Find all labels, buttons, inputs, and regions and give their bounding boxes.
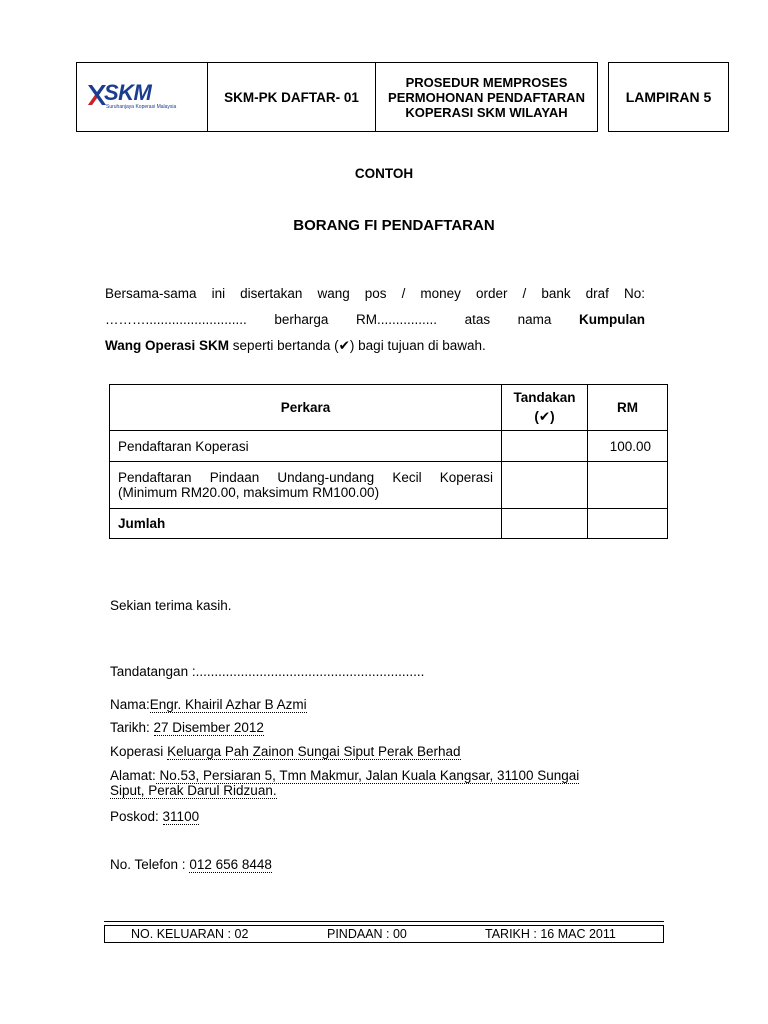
document-header (76, 62, 729, 132)
logo-cell (77, 63, 208, 132)
signature-label: Tandatangan : (110, 664, 196, 679)
logo-word: SKM (104, 80, 152, 105)
telefon-field (110, 857, 272, 872)
row-tick-box[interactable] (502, 431, 588, 462)
tarikh-value: 27 Disember 2012 (153, 720, 264, 735)
issue-number: NO. KELUARAN : 02 (131, 927, 249, 941)
header-tandakan (502, 385, 588, 431)
poskod-field (110, 809, 199, 824)
koperasi-field (110, 744, 461, 759)
payee-part-2: Wang Operasi SKM (105, 338, 230, 353)
total-amount (588, 509, 668, 539)
revision-number: PINDAAN : 00 (327, 927, 407, 941)
telefon-value: 012 656 8448 (189, 857, 272, 872)
alamat-label: Alamat: (110, 768, 156, 783)
atas-nama: atas nama (464, 312, 552, 327)
procedure-title: PROSEDUR MEMPROSES PERMOHONAN PENDAFTARAN KOPERASI SKM WILAYAH (376, 63, 598, 132)
alamat-value-line-2: Siput, Perak Darul Ridzuan. (110, 783, 277, 798)
header-tandakan-label: Tandakan (513, 390, 576, 405)
appendix-label: LAMPIRAN 5 (609, 63, 729, 132)
header-perkara: Perkara (110, 385, 502, 431)
payee-part-1: Kumpulan (579, 312, 645, 327)
fee-table (109, 384, 668, 539)
logo-tagline: Suruhanjaya Koperasi Malaysia (106, 104, 177, 110)
row-amount: 100.00 (588, 431, 668, 462)
skm-logo (86, 81, 198, 113)
nama-label: Nama: (110, 697, 150, 712)
document-footer (104, 925, 664, 943)
signature-dots[interactable]: ............................................................. (195, 664, 425, 679)
table-total-row (110, 509, 668, 539)
footer-date: TARIKH : 16 MAC 2011 (485, 927, 616, 941)
total-tick-box[interactable] (502, 509, 588, 539)
closing-text: Sekian terima kasih. (110, 598, 232, 613)
fee-table-header (110, 385, 668, 431)
table-row (110, 431, 668, 462)
header-gap (598, 63, 609, 132)
doc-code: SKM-PK DAFTAR- 01 (208, 63, 376, 132)
header-rm: RM (588, 385, 668, 431)
koperasi-label: Koperasi (110, 744, 164, 759)
alamat-field (110, 768, 579, 798)
form-title: BORANG FI PENDAFTARAN (293, 217, 495, 234)
footer-rule (104, 921, 664, 922)
row-item: Pendaftaran Pindaan Undang-undang Kecil Koperasi (Minimum RM20.00, maksimum RM100.00) (110, 462, 502, 509)
koperasi-value: Keluarga Pah Zainon Sungai Siput Perak Berhad (167, 744, 461, 759)
row-amount (588, 462, 668, 509)
intro-line-3-rest: seperti bertanda (✔) bagi tujuan di bawah. (232, 338, 486, 353)
alamat-value-line-1: No.53, Persiaran 5, Tmn Makmur, Jalan Kuala Kangsar, 31100 Sungai (155, 768, 580, 783)
subheading: CONTOH (354, 166, 414, 181)
tarikh-label: Tarikh: (110, 720, 150, 735)
poskod-label: Poskod: (110, 809, 159, 824)
telefon-label: No. Telefon : (110, 857, 186, 872)
amount-dots: berharga RM................ (274, 312, 437, 327)
signature-line (110, 664, 424, 679)
intro-line-2 (105, 307, 645, 333)
draft-number-dots: ………........................... (105, 312, 247, 327)
poskod-value: 31100 (162, 809, 200, 824)
tarikh-field (110, 720, 264, 735)
total-label: Jumlah (110, 509, 502, 539)
nama-field (110, 697, 307, 712)
intro-line-1: Bersama-sama ini disertakan wang pos / money order / bank draf No: (105, 286, 645, 301)
nama-value: Engr. Khairil Azhar B Azmi (149, 697, 307, 712)
row-item: Pendaftaran Koperasi (110, 431, 502, 462)
intro-paragraph (105, 281, 645, 359)
intro-line-3 (105, 338, 486, 353)
row-tick-box[interactable] (502, 462, 588, 509)
header-tandakan-symbol: (✔) (534, 409, 555, 424)
table-row (110, 462, 668, 509)
